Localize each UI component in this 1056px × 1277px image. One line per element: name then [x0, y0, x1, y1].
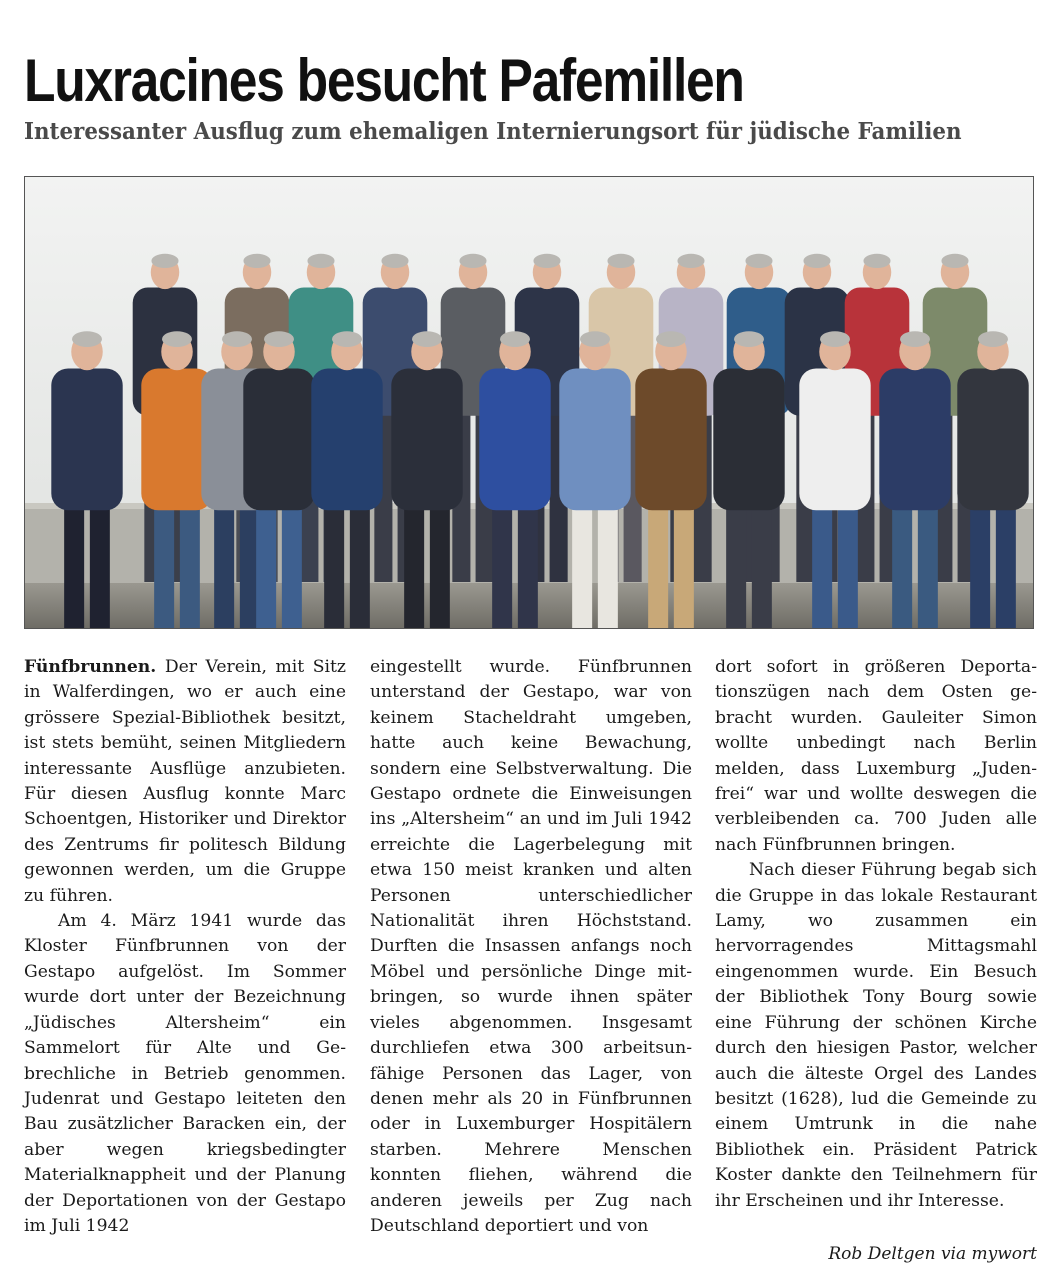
subheadline: Interessanter Ausflug zum ehemaligen Internierungsort für jüdische Familien: [24, 118, 962, 145]
photo-credit: Rob Deltgen via mywort: [828, 1244, 1037, 1264]
headline: Luxracines besucht Pafemillen: [24, 47, 744, 114]
article-column-1: [24, 655, 346, 1239]
group-photo-illustration: [25, 177, 1033, 628]
paragraph-text: Der Verein, mit Sitz in Walferdingen, wo er auch eine grössere Spezial-Bibliothek besitzt, ist stets bemüht, seinen Mitgliedern interessante Ausflüge anzubieten. Für diesen Ausflug konnte Marc Schoentgen, Historiker und Direktor des Zentrums fir politesch Bildung gewonnen werden, um die Gruppe zu führen.: [24, 657, 346, 906]
dateline: Fünfbrunnen.: [24, 657, 157, 677]
group-photo: [24, 176, 1034, 629]
article-column-2: [370, 655, 692, 1239]
paragraph: eingestellt wurde. Fünfbrunnen unterstand der Gestapo, war von keinem Stacheldraht umgeben, hatte auch keine Bewachung, sondern eine Selbstverwaltung. Die Gestapo ordnete die Einweisungen ins „Altersheim“ an und im Juli 1942 erreichte die Lagerbelegung mit etwa 150 meist kranken und alten Personen unterschiedlicher Nationalität ihren Höchststand. Durften die Insassen anfangs noch Möbel und persönliche Dinge mitbringen, so wurde ihnen später vieles abgenommen. Insgesamt durchliefen etwa 300 arbeitsunfähige Personen das Lager, von denen mehr als 20 in Fünfbrunnen oder in Luxemburger Hospitälern starben. Mehrere Menschen konnten fliehen, während die anderen jeweils per Zug nach Deutschland deportiert und von: [370, 657, 692, 1236]
article-column-3: [715, 655, 1037, 1214]
paragraph: Nach dieser Führung begab sich die Gruppe in das lokale Restaurant Lamy, wo zusammen ein hervorragendes Mittagsmahl eingenommen wurde. Ein Besuch der Bibliothek Tony Bourg sowie eine Führung der schönen Kirche durch den hiesigen Pastor, welcher auch die älteste Orgel des Landes besitzt (1628), lud die Gemeinde zu einem Umtrunk in die nahe Bibliothek ein. Präsident Patrick Koster dankte den Teilnehmern für ihr Erscheinen und ihr Interesse.: [715, 860, 1037, 1211]
paragraph: Am 4. März 1941 wurde das Kloster Fünfbrunnen von der Gestapo aufgelöst. Im Sommer wurde dort unter der Bezeichnung „Jüdisches Altersheim“ ein Sammelort für Alte und Gebrechliche in Betrieb genommen. Judenrat und Gestapo leiteten den Bau zusätzlicher Baracken ein, der aber wegen kriegsbedingter Materialknappheit und der Planung der Deportationen von der Gestapo im Juli 1942: [24, 911, 346, 1236]
paragraph: dort sofort in größeren Deportationszügen nach dem Osten gebracht wurden. Gauleiter Simon wollte unbedingt nach Berlin melden, dass Luxemburg „Judenfrei“ war und wollte deswegen die verbleibenden ca. 700 Juden alle nach Fünfbrunnen bringen.: [715, 657, 1037, 855]
paragraph: [24, 655, 346, 909]
